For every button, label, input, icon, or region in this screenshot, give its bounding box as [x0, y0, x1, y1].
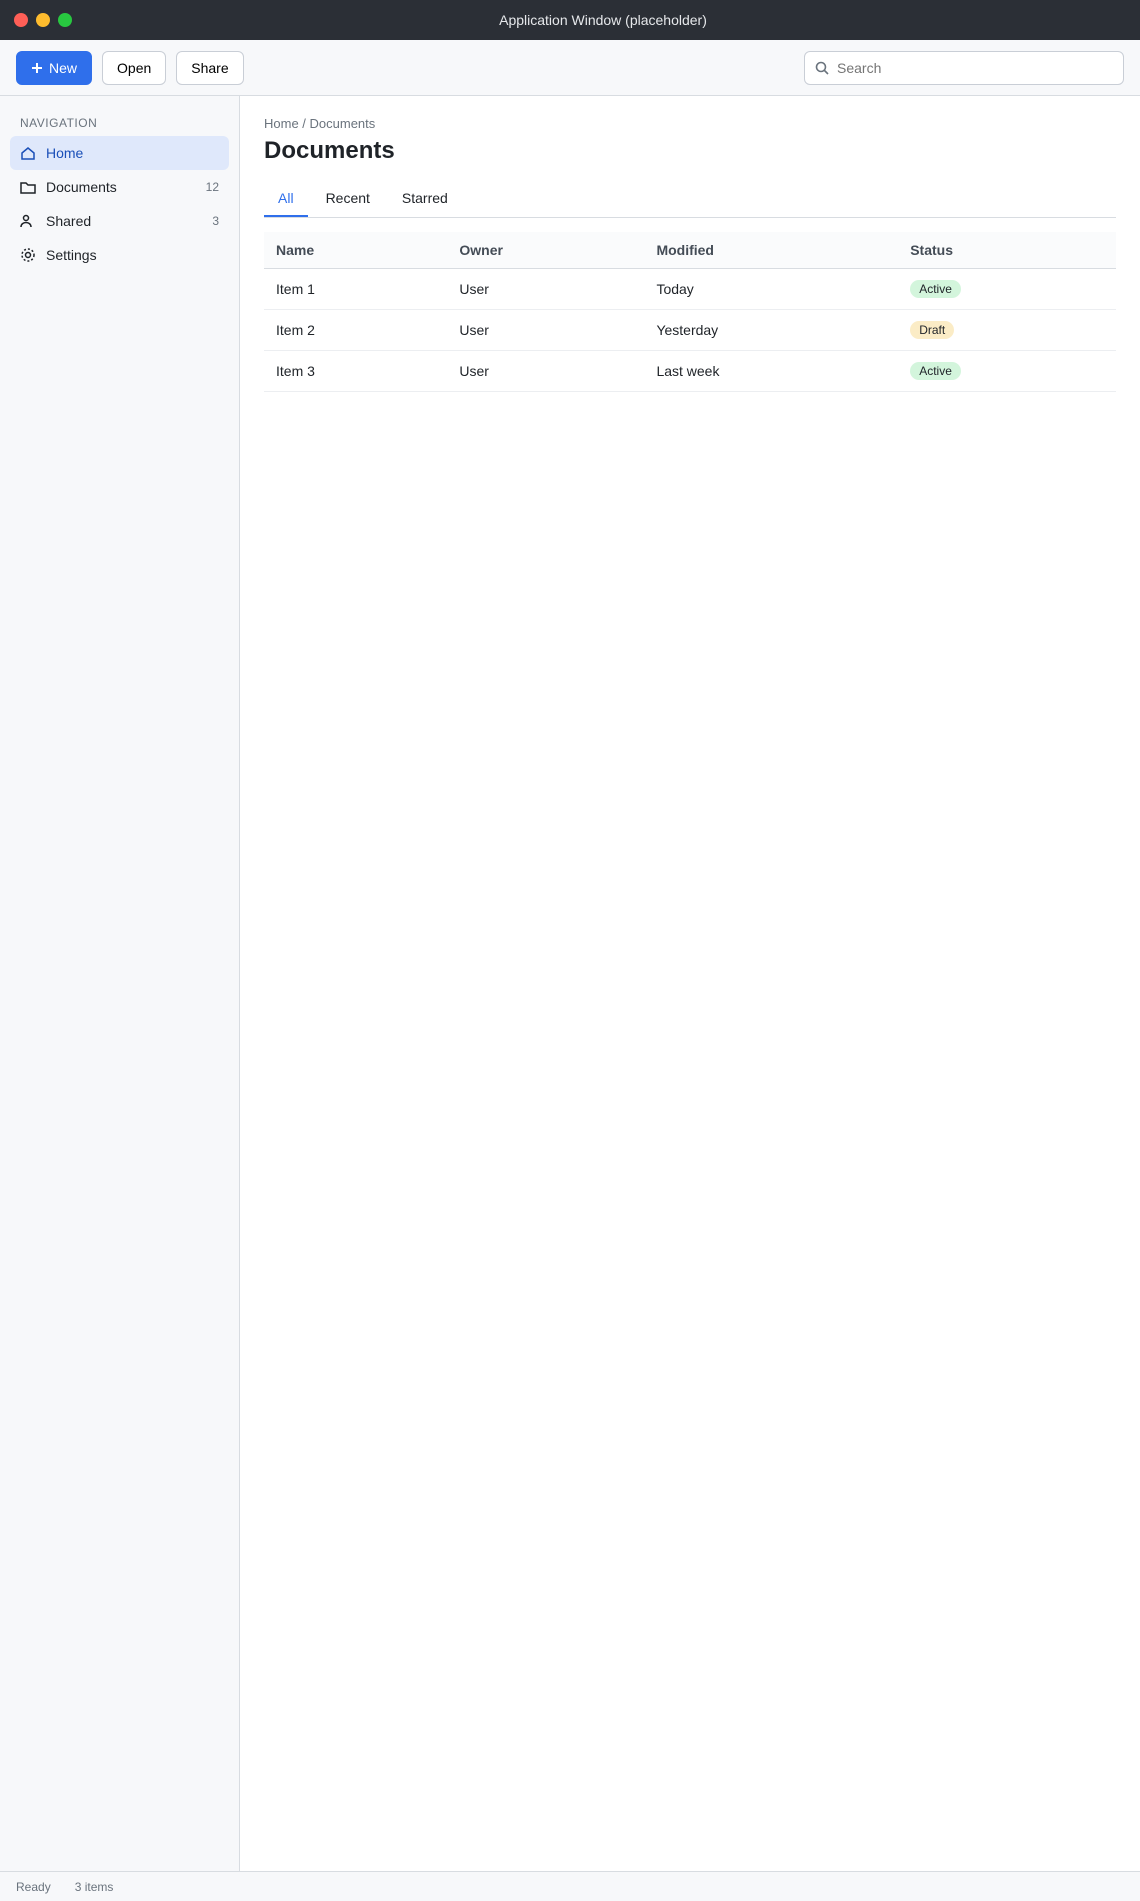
- sidebar-heading: NAVIGATION: [20, 116, 98, 130]
- sidebar-item-home[interactable]: [10, 136, 229, 170]
- sidebar-item-shared[interactable]: [10, 204, 229, 238]
- users-icon: [20, 213, 36, 229]
- sidebar-item-label: Shared: [46, 213, 92, 229]
- sidebar-item-label: Documents: [46, 179, 117, 195]
- sidebar-item-label: Settings: [46, 247, 97, 263]
- share-button[interactable]: [176, 51, 243, 85]
- column-header-owner[interactable]: Owner: [447, 232, 644, 269]
- sidebar-item-documents[interactable]: [10, 170, 229, 204]
- title-bar: [0, 0, 1140, 40]
- new-button[interactable]: [16, 51, 92, 85]
- cell-status: [898, 269, 1116, 310]
- share-button-label: Share: [191, 59, 229, 76]
- home-icon: [20, 145, 36, 161]
- sidebar: [0, 96, 240, 1871]
- tab-all[interactable]: All: [264, 181, 308, 217]
- cell-status: [898, 351, 1116, 392]
- cell-name: Item 3: [264, 351, 447, 392]
- table-row[interactable]: [264, 310, 1116, 351]
- status-badge: Active: [910, 362, 961, 380]
- sidebar-item-count: 3: [212, 214, 219, 228]
- status-bar: [0, 1871, 1140, 1901]
- items-table: [264, 232, 1116, 392]
- column-header-status[interactable]: Status: [898, 232, 1116, 269]
- toolbar: [0, 40, 1140, 96]
- open-button[interactable]: [102, 51, 166, 85]
- sidebar-item-label: Home: [46, 145, 84, 161]
- cell-modified: Last week: [644, 351, 898, 392]
- new-button-label: New: [49, 59, 78, 76]
- cell-owner: User: [447, 310, 644, 351]
- cell-modified: Yesterday: [644, 310, 898, 351]
- cell-owner: User: [447, 351, 644, 392]
- table-row[interactable]: [264, 351, 1116, 392]
- table-row[interactable]: [264, 269, 1116, 310]
- table-header-row: [264, 232, 1116, 269]
- open-button-label: Open: [117, 59, 152, 76]
- cell-status: [898, 310, 1116, 351]
- close-window-button[interactable]: [14, 13, 28, 27]
- sidebar-item-settings[interactable]: [10, 238, 229, 272]
- search-icon: [815, 61, 829, 75]
- tab-starred[interactable]: Starred: [401, 190, 448, 206]
- main-content: [240, 96, 1140, 1871]
- column-header-name[interactable]: Name: [264, 232, 447, 269]
- column-header-modified[interactable]: Modified: [644, 232, 898, 269]
- gear-icon: [20, 247, 36, 263]
- search-box: [804, 51, 1124, 85]
- tab-bar: [264, 181, 1116, 218]
- breadcrumb: Home / Documents: [264, 116, 376, 131]
- maximize-window-button[interactable]: [58, 13, 72, 27]
- cell-owner: User: [447, 269, 644, 310]
- cell-name: Item 2: [264, 310, 447, 351]
- sidebar-item-count: 12: [205, 180, 219, 194]
- plus-icon: [31, 62, 43, 74]
- cell-modified: Today: [644, 269, 898, 310]
- status-text: Ready: [16, 1879, 51, 1894]
- minimize-window-button[interactable]: [36, 13, 50, 27]
- folder-icon: [20, 179, 36, 195]
- status-badge: Draft: [910, 321, 954, 339]
- status-badge: Active: [910, 280, 961, 298]
- cell-name: Item 1: [264, 269, 447, 310]
- tab-recent[interactable]: Recent: [325, 190, 370, 206]
- search-input[interactable]: [837, 60, 1113, 76]
- window-title: Application Window (placeholder): [499, 12, 707, 28]
- item-count: 3 items: [74, 1879, 114, 1894]
- page-title: Documents: [264, 137, 395, 164]
